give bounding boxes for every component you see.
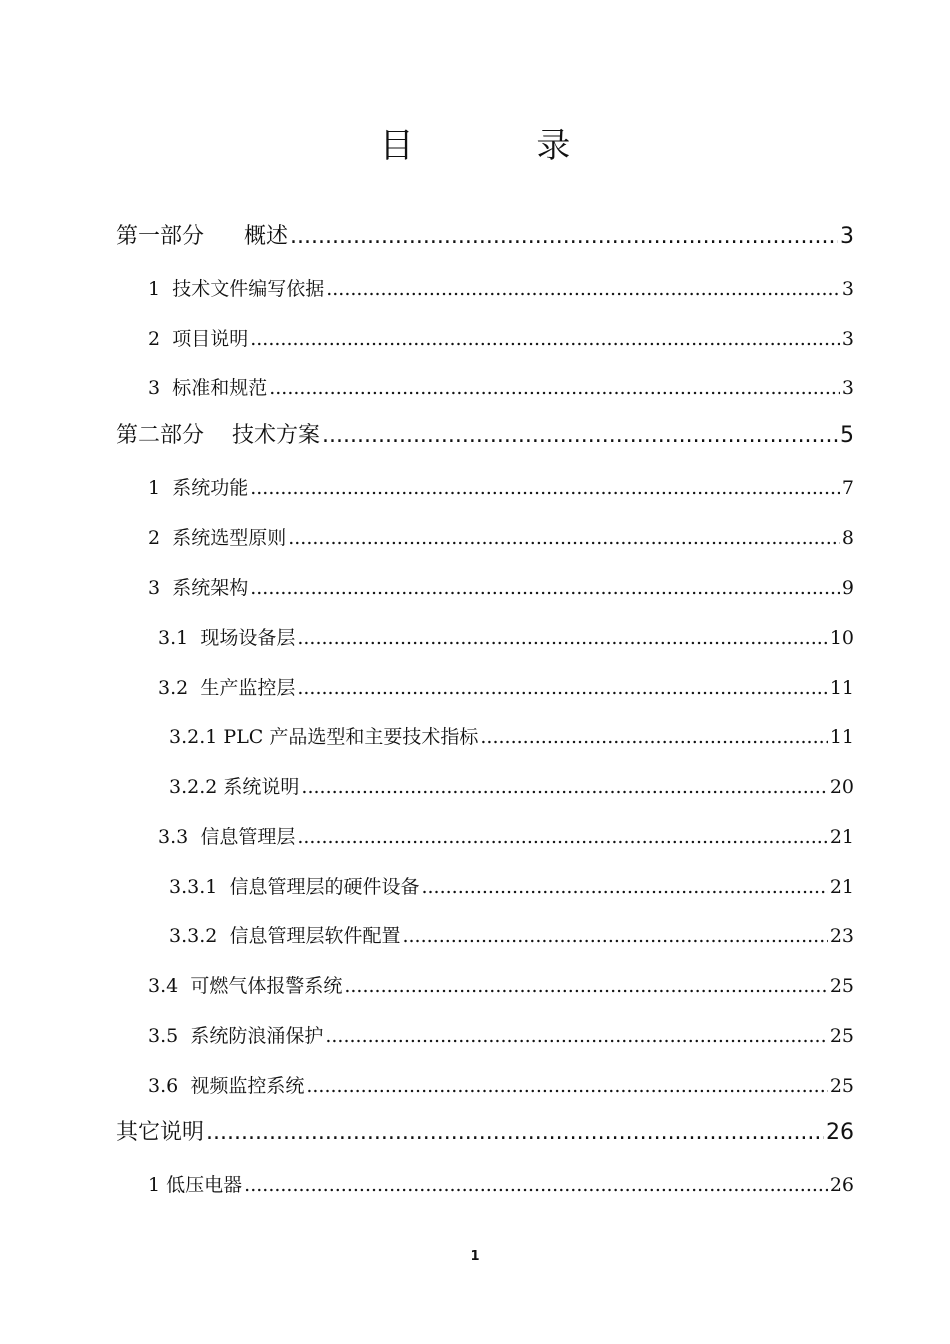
toc-entry-page: 10 [829,627,854,649]
toc-entry-text: 可燃气体报警系统 [190,975,343,997]
toc-entry-text: 技术方案 [232,423,321,448]
toc-entry[interactable] [158,625,854,651]
toc-entry[interactable] [169,724,854,750]
toc-entry-number: 3 [148,377,161,399]
toc-entry-text: 低压电器 [166,1174,243,1196]
toc-entry-page: 26 [826,1120,854,1145]
toc-entry-text: 系统选型原则 [172,527,287,549]
toc-entry-number: 2 [148,527,161,549]
toc-entry-text: PLC 产品选型和主要技术指标 [223,726,479,748]
toc-entry-number: 3.3.2 [169,925,218,947]
toc-leader-dots [326,276,840,302]
toc-leader-dots [297,824,827,850]
toc-entry-page: 3 [841,328,854,350]
toc-entry-page: 11 [829,677,854,699]
toc-entry-page: 25 [829,975,854,997]
toc-entry-number: 1 [148,477,161,499]
toc-entry-text: 标准和规范 [172,377,268,399]
toc-entry-page: 20 [829,776,854,798]
toc-entry-text: 生产监控层 [200,677,296,699]
toc-entry-page: 25 [829,1075,854,1097]
toc-entry-text: 其它说明 [116,1120,205,1145]
toc-entry-number: 1 [148,1174,161,1196]
toc-entry[interactable] [148,375,854,401]
toc-entry-text: 信息管理层的硬件设备 [229,876,420,898]
toc-entry-page: 23 [829,925,854,947]
toc-leader-dots [301,774,827,800]
footer-page-number: 1 [470,1249,480,1264]
toc-entry-text: 第二部分 [116,423,205,448]
toc-leader-dots [402,923,827,949]
toc-entry-text: 项目说明 [172,328,249,350]
toc-entry-text: 信息管理层 [200,826,296,848]
toc-entry-number: 2 [148,328,161,350]
toc-entry-text: 第一部分 [116,224,205,249]
toc-leader-dots [290,222,838,252]
toc-entry-page: 21 [829,826,854,848]
toc-entry-page: 7 [841,477,854,499]
toc-entry-text: 系统说明 [223,776,300,798]
page-title: 目 录 [379,126,627,166]
toc-entry-text: 系统防浪涌保护 [190,1025,324,1047]
toc-entry-number: 3.1 [158,627,189,649]
toc-entry-page: 3 [841,278,854,300]
toc-leader-dots [244,1172,828,1198]
toc-entry[interactable] [169,874,854,900]
toc-entry-page: 5 [840,423,854,448]
toc-entry[interactable] [148,575,854,601]
toc-entry-page: 11 [829,726,854,748]
toc-entry-number: 3.2 [158,677,189,699]
toc-entry-text: 视频监控系统 [190,1075,305,1097]
toc-leader-dots [344,973,827,999]
toc-entry-part-2[interactable] [116,421,854,451]
toc-entry-number: 3.3 [158,826,189,848]
toc-entry-text: 概述 [244,224,289,249]
toc-entry[interactable] [169,923,854,949]
toc-entry[interactable] [169,774,854,800]
toc-entry-number: 1 [148,278,161,300]
toc-entry-other-notes[interactable] [116,1118,854,1148]
toc-entry-number: 3.3.1 [169,876,218,898]
toc-entry-number: 3.6 [148,1075,179,1097]
toc-entry-number: 3 [148,577,161,599]
toc-leader-dots [206,1118,824,1148]
toc-entry[interactable] [148,276,854,302]
toc-entry-text: 系统功能 [172,477,249,499]
toc-leader-dots [250,575,840,601]
toc-leader-dots [322,421,838,451]
toc-entry[interactable] [148,475,854,501]
toc-entry[interactable] [158,675,854,701]
toc-entry-number: 3.2.1 [169,726,218,748]
toc-leader-dots [288,525,840,551]
toc-entry-text: 技术文件编写依据 [172,278,325,300]
toc-leader-dots [306,1073,827,1099]
toc-entry[interactable] [148,973,854,999]
toc-entry-page: 8 [841,527,854,549]
toc-entry-page: 3 [840,224,854,249]
toc-entry-number: 3.5 [148,1025,179,1047]
toc-entry-part-1[interactable] [116,222,854,252]
toc-leader-dots [421,874,827,900]
toc-entry[interactable] [148,326,854,352]
toc-leader-dots [250,475,840,501]
toc-entry-text: 系统架构 [172,577,249,599]
toc-entry[interactable] [148,525,854,551]
toc-entry[interactable] [148,1073,854,1099]
toc-entry-page: 21 [829,876,854,898]
toc-entry-page: 3 [841,377,854,399]
toc-entry-text: 信息管理层软件配置 [229,925,401,947]
toc-entry-number: 3.4 [148,975,179,997]
toc-entry[interactable] [148,1172,854,1198]
toc-entry-text: 现场设备层 [200,627,296,649]
toc-entry-number: 3.2.2 [169,776,218,798]
toc-leader-dots [250,326,840,352]
toc-leader-dots [480,724,827,750]
toc-leader-dots [269,375,840,401]
toc-entry[interactable] [148,1023,854,1049]
toc-leader-dots [297,675,827,701]
toc-entry-page: 26 [829,1174,854,1196]
toc-leader-dots [297,625,827,651]
toc-leader-dots [325,1023,827,1049]
toc-entry-page: 9 [841,577,854,599]
toc-entry-page: 25 [829,1025,854,1047]
toc-entry[interactable] [158,824,854,850]
